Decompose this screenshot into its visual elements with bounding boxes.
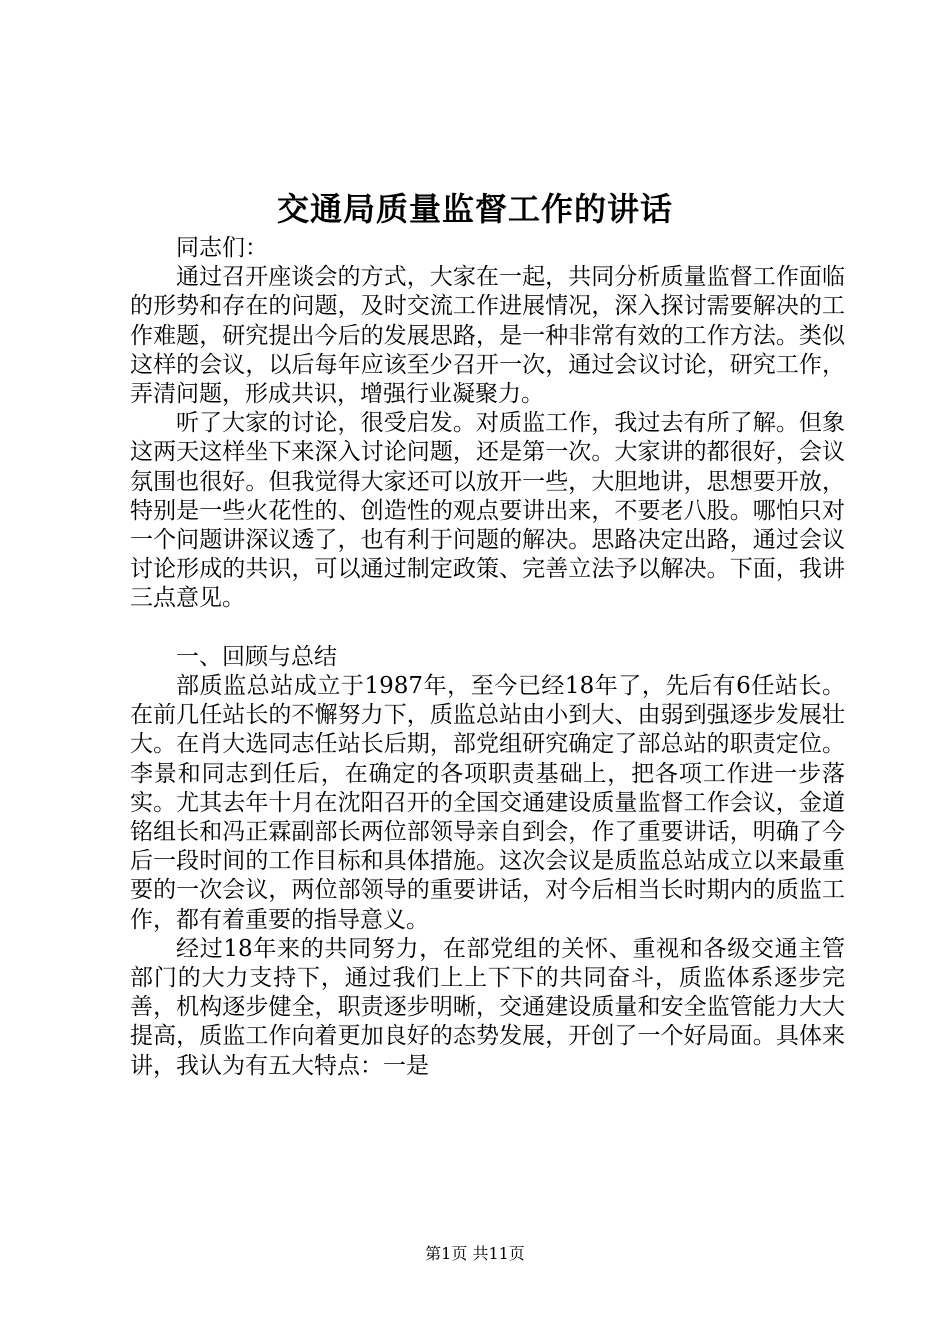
paragraph: 通过召开座谈会的方式，大家在一起，共同分析质量监督工作面临的形势和存在的问题，及时交流工作进展情况，深入探讨需要解决的工作难题，研究提出今后的发展思路，是一种非常有效的工作方法。类似这样的会议，以后每年应该至少召开一次，通过会议讨论，研究工作，弄清问题，形成共识，增强行业凝聚力。 (130, 264, 845, 408)
paragraph: 经过18年来的共同努力，在部党组的关怀、重视和各级交通主管部门的大力支持下，通过我们上上下下的共同奋斗，质监体系逐步完善，机构逐步健全，职责逐步明晰，交通建设质量和安全监管能力大大提高，质监工作向着更加良好的态势发展，开创了一个好局面。具体来讲，我认为有五大特点：一是 (130, 935, 845, 1079)
section-heading: 一、回顾与总结 (176, 643, 337, 670)
document-title: 交通局质量监督工作的讲话 (276, 190, 673, 228)
document-body (130, 234, 845, 1081)
page-footer: 第1页 共11页 (425, 1244, 525, 1263)
paragraph: 部质监总站成立于1987年，至今已经18年了，先后有6任站长。在前几任站长的不懈努力下，质监总站由小到大、由弱到强逐步发展壮大。在肖大选同志任站长后期，部党组研究确定了部总站的职责定位。李景和同志到任后，在确定的各项职责基础上，把各项工作进一步落实。尤其去年十月在沈阳召开的全国交通建设质量监督工作会议，金道铭组长和冯正霖副部长两位部领导亲自到会，作了重要讲话，明确了今后一段时间的工作目标和具体措施。这次会议是质监总站成立以来最重要的一次会议，两位部领导的重要讲话，对今后相当长时期内的质监工作，都有着重要的指导意义。 (130, 673, 845, 933)
paragraph: 听了大家的讨论，很受启发。对质监工作，我过去有所了解。但象这两天这样坐下来深入讨论问题，还是第一次。大家讲的都很好，会议氛围也很好。但我觉得大家还可以放开一些，大胆地讲，思想要开放，特别是一些火花性的、创造性的观点要讲出来，不要老八股。哪怕只对一个问题讲深议透了，也有利于问题的解决。思路决定出路，通过会议讨论形成的共识，可以通过制定政策、完善立法予以解决。下面，我讲三点意见。 (130, 410, 845, 612)
greeting: 同志们： (176, 235, 268, 261)
